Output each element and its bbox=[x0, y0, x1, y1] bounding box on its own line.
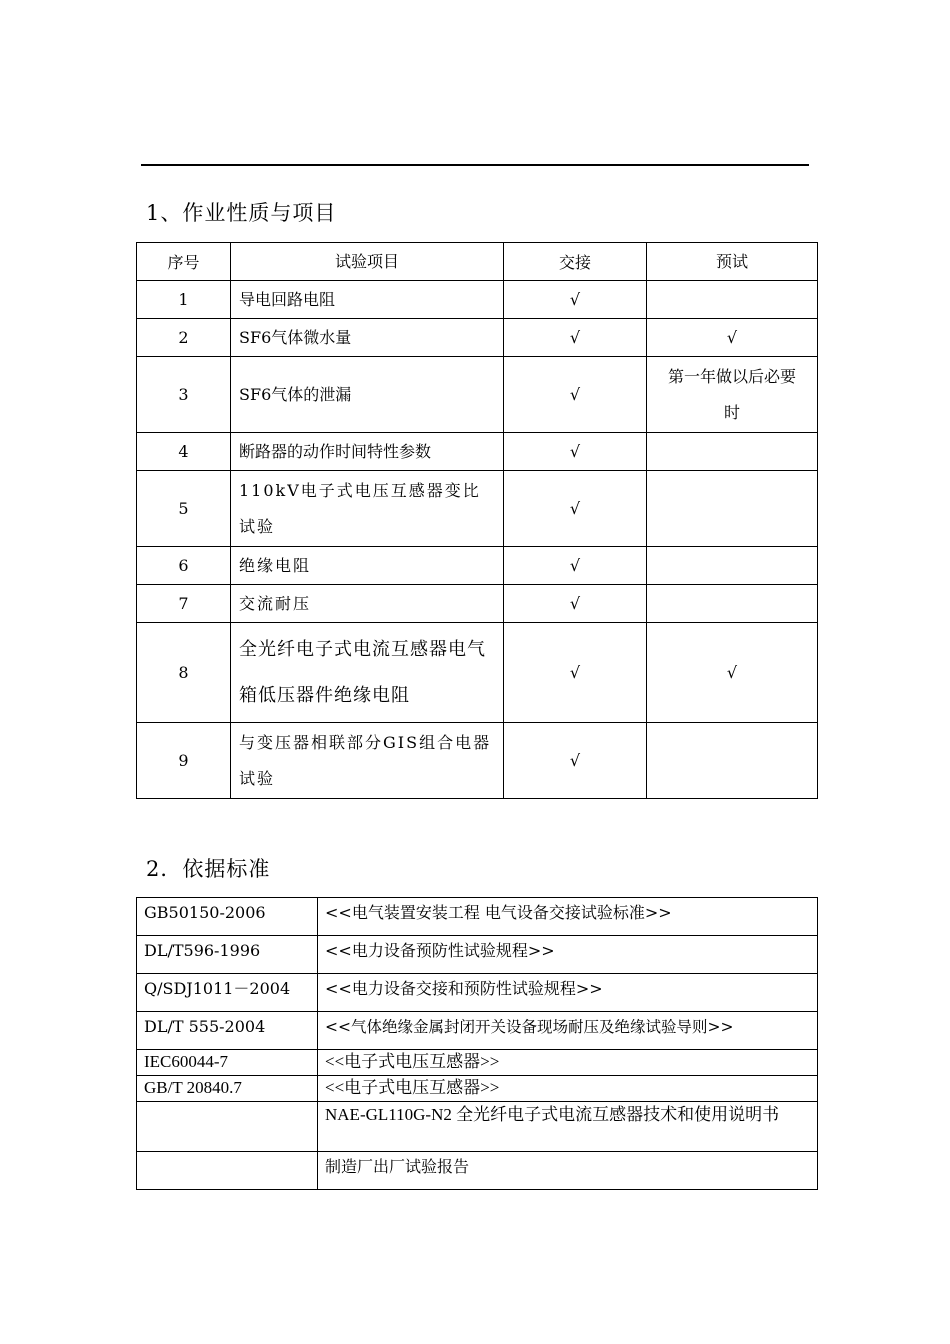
row-no: 8 bbox=[137, 623, 231, 723]
table-row bbox=[137, 471, 818, 547]
row-no: 4 bbox=[137, 433, 231, 471]
standard-code: IEC60044-7 bbox=[137, 1050, 318, 1076]
standard-name: 制造厂出厂试验报告 bbox=[318, 1152, 818, 1190]
row-jiaojie: √ bbox=[504, 723, 647, 799]
row-yushi: 第一年做以后必要时 bbox=[647, 357, 818, 433]
header-jiaojie: 交接 bbox=[504, 243, 647, 281]
standard-name: <<电力设备交接和预防性试验规程>> bbox=[318, 974, 818, 1012]
standard-code: GB/T 20840.7 bbox=[137, 1076, 318, 1102]
header-rule bbox=[141, 164, 809, 166]
table-row bbox=[137, 1102, 818, 1152]
standard-name: <<电子式电压互感器>> bbox=[318, 1076, 818, 1102]
table-row bbox=[137, 585, 818, 623]
row-item: SF6气体微水量 bbox=[231, 319, 504, 357]
row-yushi bbox=[647, 585, 818, 623]
row-item: 全光纤电子式电流互感器电气箱低压器件绝缘电阻 bbox=[231, 623, 504, 723]
table-row bbox=[137, 281, 818, 319]
table-row bbox=[137, 433, 818, 471]
standard-code bbox=[137, 1152, 318, 1190]
table-row bbox=[137, 547, 818, 585]
row-jiaojie: √ bbox=[504, 547, 647, 585]
row-item: 导电回路电阻 bbox=[231, 281, 504, 319]
row-no: 7 bbox=[137, 585, 231, 623]
table-header-row bbox=[137, 243, 818, 281]
standard-name: <<电子式电压互感器>> bbox=[318, 1050, 818, 1076]
standard-code: DL/T596-1996 bbox=[137, 936, 318, 974]
table-row bbox=[137, 936, 818, 974]
table-row bbox=[137, 357, 818, 433]
row-yushi: √ bbox=[647, 623, 818, 723]
test-items-table bbox=[136, 242, 818, 799]
row-jiaojie: √ bbox=[504, 433, 647, 471]
standard-code bbox=[137, 1102, 318, 1152]
row-no: 1 bbox=[137, 281, 231, 319]
row-jiaojie: √ bbox=[504, 319, 647, 357]
standards-table bbox=[136, 897, 818, 1190]
header-item: 试验项目 bbox=[231, 243, 504, 281]
row-jiaojie: √ bbox=[504, 585, 647, 623]
table-row bbox=[137, 1012, 818, 1050]
row-item: 与变压器相联部分GIS组合电器试验 bbox=[231, 723, 504, 799]
row-item: 110kV电子式电压互感器变比试验 bbox=[231, 471, 504, 547]
table-row bbox=[137, 319, 818, 357]
row-jiaojie: √ bbox=[504, 281, 647, 319]
standard-code: Q/SDJ1011－2004 bbox=[137, 974, 318, 1012]
table-row bbox=[137, 1152, 818, 1190]
row-item: 交流耐压 bbox=[231, 585, 504, 623]
row-item: 绝缘电阻 bbox=[231, 547, 504, 585]
standard-name: <<气体绝缘金属封闭开关设备现场耐压及绝缘试验导则>> bbox=[318, 1012, 818, 1050]
header-no: 序号 bbox=[137, 243, 231, 281]
row-item: SF6气体的泄漏 bbox=[231, 357, 504, 433]
row-no: 2 bbox=[137, 319, 231, 357]
row-yushi bbox=[647, 723, 818, 799]
table-row bbox=[137, 974, 818, 1012]
row-no: 3 bbox=[137, 357, 231, 433]
table-row bbox=[137, 1076, 818, 1102]
header-yushi: 预试 bbox=[647, 243, 818, 281]
standard-code: DL/T 555-2004 bbox=[137, 1012, 318, 1050]
row-jiaojie: √ bbox=[504, 623, 647, 723]
row-jiaojie: √ bbox=[504, 357, 647, 433]
row-yushi bbox=[647, 471, 818, 547]
row-yushi bbox=[647, 547, 818, 585]
row-jiaojie: √ bbox=[504, 471, 647, 547]
row-item: 断路器的动作时间特性参数 bbox=[231, 433, 504, 471]
table-row bbox=[137, 623, 818, 723]
row-no: 9 bbox=[137, 723, 231, 799]
section-title-standards: 2．依据标准 bbox=[146, 857, 271, 881]
standard-name: NAE-GL110G-N2 全光纤电子式电流互感器技术和使用说明书 bbox=[318, 1102, 818, 1152]
row-no: 5 bbox=[137, 471, 231, 547]
row-yushi: √ bbox=[647, 319, 818, 357]
row-yushi bbox=[647, 433, 818, 471]
section-title-nature: 1、作业性质与项目 bbox=[146, 201, 337, 225]
table-row bbox=[137, 723, 818, 799]
table-row bbox=[137, 1050, 818, 1076]
row-no: 6 bbox=[137, 547, 231, 585]
table-row bbox=[137, 898, 818, 936]
standard-code: GB50150-2006 bbox=[137, 898, 318, 936]
standard-name: <<电气装置安装工程 电气设备交接试验标准>> bbox=[318, 898, 818, 936]
standard-name: <<电力设备预防性试验规程>> bbox=[318, 936, 818, 974]
row-yushi bbox=[647, 281, 818, 319]
